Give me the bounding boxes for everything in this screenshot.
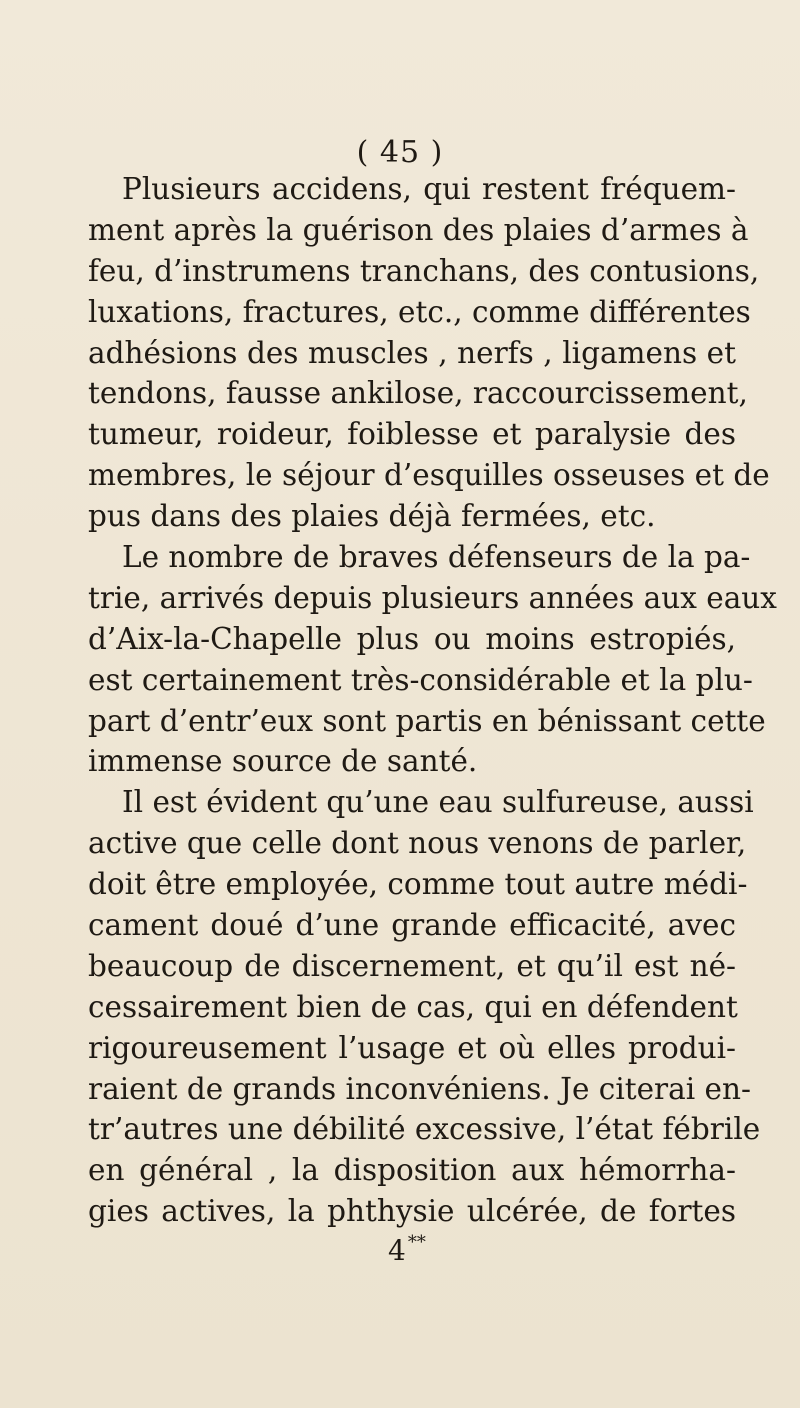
text-line: tr’autres une débilité excessive, l’état fébrile xyxy=(88,1112,761,1147)
text-line: trie, arrivés depuis plusieurs années aux eaux xyxy=(88,580,777,615)
text-line: doit être employée, comme tout autre médi- xyxy=(88,867,748,902)
text-line: gies actives, la phthysie ulcérée, de fortes xyxy=(88,1194,736,1229)
text-line: active que celle dont nous venons de parler, xyxy=(88,826,747,861)
body-text xyxy=(88,169,777,1232)
signature-mark xyxy=(388,1232,426,1267)
signature-number: 4 xyxy=(388,1234,406,1267)
text-line: pus dans des plaies déjà fermées, etc. xyxy=(88,499,656,534)
text-line: tumeur, roideur, foiblesse et paralysie des xyxy=(88,417,736,452)
signature-stars: ** xyxy=(407,1232,426,1253)
text-line: cament doué d’une grande efficacité, avec xyxy=(88,908,736,943)
text-line: en général , la disposition aux hémorrha- xyxy=(88,1153,736,1188)
text-line: ment après la guérison des plaies d’armes à xyxy=(88,212,749,247)
text-line: luxations, fractures, etc., comme différentes xyxy=(88,294,751,329)
text-line: cessairement bien de cas, qui en défendent xyxy=(88,989,738,1024)
text-line: feu, d’instrumens tranchans, des contusions, xyxy=(88,253,760,288)
text-line: part d’entr’eux sont partis en bénissant cette xyxy=(88,703,766,738)
text-line: membres, le séjour d’esquilles osseuses et de xyxy=(88,458,770,493)
page-number: ( 45 ) xyxy=(356,135,444,170)
text-line: adhésions des muscles , nerfs , ligamens et xyxy=(88,335,736,370)
text-line: Plusieurs accidens, qui restent fréquem- xyxy=(122,172,736,206)
text-line: beaucoup de discernement, et qu’il est né- xyxy=(88,948,736,983)
text-line: rigoureusement l’usage et où elles produi- xyxy=(88,1030,736,1065)
text-line: d’Aix-la-Chapelle plus ou moins estropiés, xyxy=(88,621,736,656)
text-line: Il est évident qu’une eau sulfureuse, aussi xyxy=(122,785,754,820)
text-line: immense source de santé. xyxy=(88,744,478,779)
text-line: tendons, fausse ankilose, raccourcissement, xyxy=(88,376,748,411)
text-line: est certainement très-considérable et la plu- xyxy=(88,662,753,697)
text-line: raient de grands inconvéniens. Je citerai en- xyxy=(88,1071,751,1106)
text-line: Le nombre de braves défenseurs de la pa- xyxy=(122,540,751,575)
